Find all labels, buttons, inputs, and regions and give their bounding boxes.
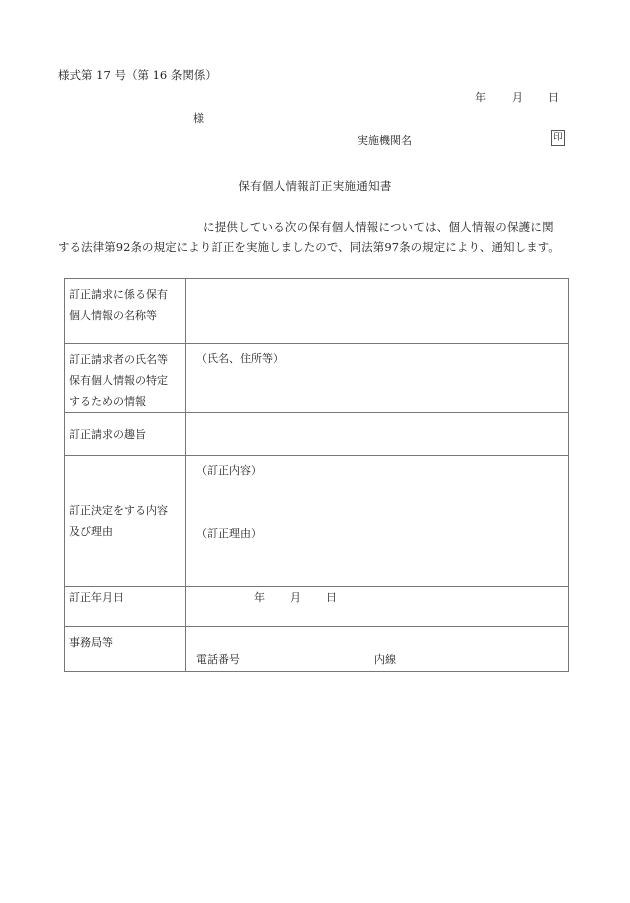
label-line: 訂正年月日: [69, 591, 124, 604]
correction-reason-hint: （訂正理由）: [196, 527, 262, 540]
table-row: [65, 456, 569, 587]
table-row: [65, 279, 569, 344]
agency-name-label: 実施機関名: [357, 134, 412, 147]
table-row: [65, 344, 569, 413]
label-line: 訂正請求に係る保有: [69, 288, 168, 301]
row-label-office: [65, 627, 186, 672]
row-label-decision: [65, 456, 186, 587]
label-line: するための情報: [69, 395, 146, 408]
addressee-suffix: 様: [193, 112, 204, 125]
info-name-field[interactable]: [186, 279, 569, 344]
phone-number-label: 電話番号: [196, 653, 240, 666]
table-row: [65, 627, 569, 672]
correction-month-label: 月: [290, 591, 301, 604]
form-number: 様式第 17 号（第 16 条関係）: [58, 68, 217, 82]
correction-day-label: 日: [326, 591, 337, 604]
table-row: [65, 413, 569, 456]
requester-field[interactable]: [186, 344, 569, 413]
label-line: 訂正決定をする内容: [69, 504, 168, 517]
date-month-label: 月: [512, 91, 523, 104]
date-year-label: 年: [475, 91, 486, 104]
label-line: 個人情報の名称等: [69, 309, 157, 322]
decision-field[interactable]: [186, 456, 569, 587]
label-line: 事務局等: [69, 636, 113, 649]
correction-date-field[interactable]: [186, 587, 569, 627]
label-line: 訂正請求の趣旨: [69, 427, 146, 441]
extension-label: 内線: [374, 653, 396, 666]
row-label-requester: [65, 344, 186, 413]
table-row: [65, 587, 569, 627]
body-text-line-2: する法律第92条の規定により訂正を実施しましたので、同法第97条の規定により、通知します。: [58, 240, 560, 254]
requester-hint: （氏名、住所等）: [196, 352, 284, 365]
correction-content-hint: （訂正内容）: [196, 464, 262, 477]
label-line: 及び理由: [69, 525, 113, 538]
label-line: 訂正請求者の氏名等: [69, 353, 168, 366]
body-text-line-1: に提供している次の保有個人情報については、個人情報の保護に関: [203, 220, 554, 234]
document-title: 保有個人情報訂正実施通知書: [238, 179, 392, 193]
row-label-info-name: [65, 279, 186, 344]
purpose-field[interactable]: [186, 413, 569, 456]
label-line: 保有個人情報の特定: [69, 374, 168, 387]
office-field[interactable]: [186, 627, 569, 672]
correction-year-label: 年: [254, 591, 265, 604]
seal-icon: 印: [551, 130, 565, 146]
row-label-purpose: [65, 413, 186, 456]
date-day-label: 日: [548, 91, 559, 104]
correction-details-table: [64, 278, 569, 672]
row-label-correction-date: [65, 587, 186, 627]
